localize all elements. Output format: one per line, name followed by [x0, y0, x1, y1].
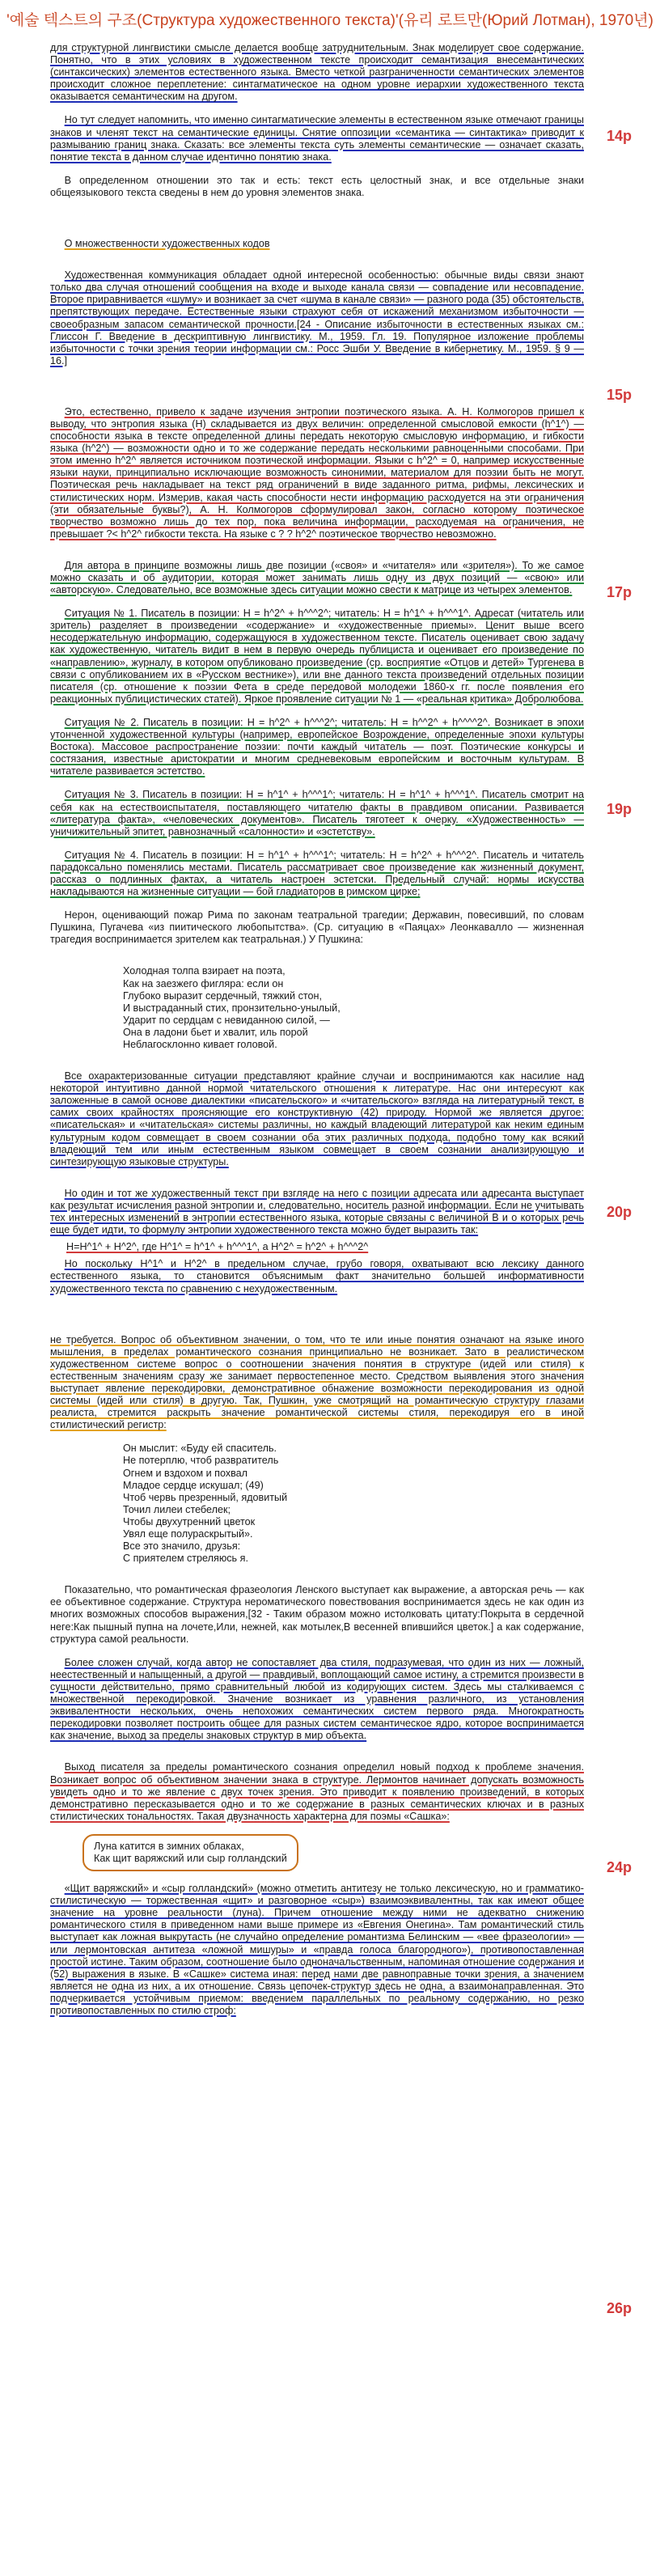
paragraph-communication — [50, 269, 584, 367]
text-recoding: Более сложен случай, когда автор не сопоставляет два стиля, подразумевая, что один из них — ложный, неестественный и напыщенный, а другой — правдивый, воплощающий самое истину, а стремится произвести в сущности действительно, прямо сравнительный любой из кодирующих систем. Здесь мы сталкиваемся с множественной перекодировкой. Значение возникает из уравнения различного, из установления эквивалентности нескольких, очень непохожих семантических систем первого ряда. Многократность перекодировки позволяет построить общее для разных систем семантическое ядро, которое воспринимается как значение, выход за пределы знаковых структур в мир объекта. — [50, 1656, 584, 1742]
text-situation-3: Ситуация № 3. Писатель в позиции: Н = h^1^ + h^^^1^; читатель: Н = h^1^ + h^^^1^. Писатель смотрит на себя как на естествоиспытателя, поставляющего читателю факты в правдивом описании. Развивается «литература факта», «человеческих документов». Писатель тяготеет к очерку. «Художественность» — уничижительный эпитет, равнозначный «салонности» и «эстетству». — [50, 789, 584, 837]
paragraph-situations-summary — [50, 1070, 584, 1168]
paragraph-recoding — [50, 1657, 584, 1743]
paragraph-informativeness — [50, 1258, 584, 1294]
text-situation-2: Ситуация № 2. Писатель в позиции: Н = h^2^ + h^^^2^; читатель: Н = h^^2^ + h^^^^2^. Возникает в эпохи утонченной художественной культуры (например, европейское Возрождение, определенные эпохи культуры Востока). Массовое распространение поэзии: почти каждый читатель — поэт. Поэтические конкурсы и состязания, известные аристократии и многим средневековым европейским и восточным культурам. В читателе развивается эстетство. — [50, 716, 584, 777]
poem-pushkin-crowd — [123, 965, 584, 1051]
poem-line: Все это значило, друзья: — [123, 1540, 241, 1553]
section-heading-codes — [50, 238, 584, 250]
poem-line: Как на заезжего фигляра: если он — [123, 977, 284, 989]
paragraph-situation-4 — [50, 849, 584, 898]
paragraph-intro-2 — [50, 114, 584, 163]
text-addressee: Но один и тот же художественный текст при взгляде на него с позиции адресата или адресанта выступает как результат исчисления разной энтропии и, следовательно, носитель разной информации. Если не учитывать тех интересных изменений в энтропии естественного языка, которые связаны с величиной В и о которых речь еще будет идти, то формулу энтропии художественного текста можно будет выразить так: — [50, 1187, 584, 1236]
poem-line: Холодная толпа взирает на поэта, — [123, 965, 286, 977]
page-mark-15: 15p — [607, 387, 632, 403]
page-title: '예술 텍스트의 구조(Структура художественного текста)'(유리 로트만(Юрий Лотман), 1970년) — [6, 12, 654, 29]
formula-text: Н=Н^1^ + Н^2^, где Н^1^ = h^1^ + h^^^1^, а Н^2^ = h^2^ + h^^^2^ — [66, 1241, 369, 1253]
page-mark-20: 20p — [607, 1204, 632, 1220]
poem-line: Точил лилеи стебелек; — [123, 1503, 231, 1515]
poem-line: Чтоб червь презренный, ядовитый — [123, 1491, 288, 1503]
entropy-formula — [66, 1241, 584, 1253]
poem-line: Младое сердце искушал; (49) — [123, 1479, 264, 1491]
heading-text: О множественности художественных кодов — [64, 238, 270, 250]
page-mark-19: 19p — [607, 801, 632, 817]
text-shield-cheese: «Щит варяжский» и «сыр голландский» (можно отметить антитезу не только лексическую, но и грамматико-стилистическую — торжественная «щит» и разговорное «сыр») взаимоэквивалентны, так как имеют общее значение на уровне реальности (луна). Причем отношение между ними не адекватно снижению романтического стиля в приведенном нами выше примере из «Евгения Онегина». Там романтический стиль выступает как ложная выкрутасть (не случайно определение романтизма Белинским — «вее фразеологии» — или лермонтовская антитеза «ложной мишуры» и «правда голоса благородного»), противопоставленная простой истине. Таким образом, соотношение было одноначальственным, напоминая отношение содержания и (52) выражения в языке. В «Сашке» система иная: перед нами две равноправные точки зрения, а значением является не одна из них, а их отношение. Связь цепочек-структур здесь не одна, а взаимонаправленная. Это подчеркивается устойчивым приемом: введением параллельных по реальному содержанию, но резко противопоставленных по стилю строф: — [50, 1883, 584, 2016]
poem-line: Она в ладони бьет и хвалит, иль порой — [123, 1026, 308, 1038]
poem-line: Он мыслит: «Буду ей спаситель. — [123, 1443, 277, 1455]
text-communication: Художественная коммуникация обладает одной интересной особенностью: обычные виды связи знают только два случая отношений сообщения на входе и выходе канала связи — совпадение или несовпадение. Второе приравнивается «шуму» и возникает за счет «шума в канале связи» — разного рода (35) обстоятельств, препятствующих передаче. Естественные языки страхуют себя от искажений механизмом избыточности — своеобразным запасом семантической прочности.[24 - Описание избыточности в естественных языках см.: Глисcон Г. Введение в дескриптивную лингвистику. М., 1959. Гл. 19. Популярное изложение проблемы избыточности с точки зрения теории информации см.: Росс Эшби У. Введение в кибернетику. М., 1959. § 9 — 16.] — [50, 269, 584, 366]
text-romantic: не требуется. Вопрос об объективном значении, о том, что те или иные понятия означают на языке иного мышления, в пределах романтического сознания принципиально не возникает. Зато в реалистическом художественном системе вопрос о соотношении значения понятия в структуре (идей или стиля) к естественным значениям сразу же занимает первостепенное место. Средством выявления этого значения выступает явление перекодировки, демонстративное обнажение возможности перекодирования из одной системы (идей или стиля) в другую. Так, Пушкин, уже смотрящий на романтическую структуру глазами реалиста, стремится раскрыть значение романтической системы стиля, перекодируя его в иной стилистический регистр: — [50, 1333, 584, 1431]
document-body — [50, 42, 584, 2017]
poem-line: С приятелем стреляюсь я. — [123, 1553, 248, 1565]
paragraph-situation-1 — [50, 608, 584, 705]
text-intro-2: Но тут следует напомнить, что именно синтагматические элементы в естественном языке отмечают границы знаков и членят текст на семантические единицы. Снятие оппозиции «семантика — синтактика» приводит к размыванию границ знака. Сказать: все элементы текста суть элементы семантические — означает сказать, понятие текста в данном случае идентично понятию знака. — [50, 114, 584, 163]
paragraph-addressee — [50, 1188, 584, 1236]
paragraph-shield-cheese — [50, 1883, 584, 2017]
poem-line: Чтобы двухутренний цветок — [123, 1515, 256, 1527]
poem-lensky — [123, 1443, 584, 1565]
paragraph-positions — [50, 560, 584, 596]
poem-line: Увял еще полураскрытый». — [123, 1528, 253, 1540]
paragraph-intro-1 — [50, 42, 584, 103]
poem-line: И выстраданный стих, пронзительно-унылый, — [123, 1002, 341, 1014]
poem-line: Неблагосклонно кивает головой. — [123, 1039, 277, 1050]
poem-line: Огнем и вздохом и похвал — [123, 1467, 248, 1479]
poem-line: Глубоко выразит сердечный, тяжкий стон, — [123, 989, 322, 1002]
poem-line: Не потерплю, чтоб развратитель — [123, 1455, 279, 1467]
text-situations-summary: Все охарактеризованные ситуации представляют крайние случаи и воспринимаются как насилие над некоторой интуитивно данной нормой читательского отношения к литературе. Нас они интересуют как заложенные в самой основе диалектики «писательского» и «читательского» взгляда на литературный текст, в самих своих крайностях проясняющие его конструктивную (42) природу. Нормой же является другое: «писательская» и «читательская» системы различны, но каждый владеющий литературой как неким единым культурным кодом совмещает в своем сознании оба этих различных подхода, подобно тому как всякий владеющий тем или иным естественным языком совмещает в своем сознании анализирующую и синтезирующую языковые структуры. — [50, 1070, 584, 1167]
poem-line: Луна катится в зимних облаках, — [94, 1840, 244, 1852]
text-situation-1: Ситуация № 1. Писатель в позиции: Н = h^2^ + h^^^2^; читатель: Н = h^1^ + h^^^1^. Адресат (читатель или зритель) разделяет в произведении «содержание» и «художественные приемы». Ценит выше всего несодержательную информацию, содержащуюся в художественном тексте. Писатель оценивает свою задачу как художественную, читатель видит в нем в первую очередь публициста и оценивает его произведение по «направлению», журналу, в котором опубликовано произведение (ср. восприятие «Отцов и детей» Тургенева в связи с опубликованием их в «Русском вестнике»), или вне данного текста произведений отдельных позиции писателя (ср. отношение к поэзии Фета в среде передовой молодежи 1860-х гг. после появления его реакционных публицистических статей). Яркое проявление ситуации № 1 — «реальная критика» Добролюбова. — [50, 608, 584, 705]
paragraph-phraseology: Показательно, что романтическая фразеология Ленского выступает как выражение, а авторская речь — как ее объективное содержание. Структура нероматического повествования воспринимается здесь не как один из многих возможных способов выражения,[32 - Таким образом можно истолковать цитату:Покрыта в сердечной негe:Как пышный пупна на лочете,Или, нежней, как мотылек,В весенней впившийся цветок.] а как содержание, структура самой реальности. — [50, 1584, 584, 1645]
page-mark-14: 14p — [607, 128, 632, 144]
paragraph-entropy — [50, 406, 584, 540]
paragraph-situation-2 — [50, 717, 584, 777]
paragraph-situation-3 — [50, 789, 584, 837]
text-lermontov: Выход писателя за пределы романтического сознания определил новый подход к проблеме значения. Возникает вопрос об объективном значении знака в структуре. Лермонтов начинает допускать возможность увидеть одно и то же явление с двух точек зрения. Это приводит к появлению произведений, в которых демонстративно пересказывается одно и то же содержание в разных семантических ключах и в разных стилистических тональностях. Такая двузначность характерна для поэмы «Сашка»: — [50, 1761, 584, 1822]
paragraph-romantic — [50, 1334, 584, 1432]
paragraph-nero: Нерон, оценивающий пожар Рима по законам театральной трагедии; Державин, повесивший, по словам Пушкина, Пугачева «из пиитического любопытства». (Ср. ситуацию в «Паяцах» Леонкавалло — жизненная трагедия воспринимается зрителем как театральная.) У Пушкина: — [50, 909, 584, 946]
text-intro-1: для структурной лингвистики смысле делается вообще затруднительным. Знак моделирует свое содержание. Понятно, что в этих условиях в художественном тексте происходит семантизация внесемантических (синтаксических) элементов естественного языка. Вместо четкой разграниченности семантических элементов происходит сложное переплетение: синтагматическое на одном уровне иерархии художественного текста оказывается семантическим на другом. — [50, 42, 584, 103]
poem-sashka-box — [82, 1834, 298, 1871]
text-informativeness: Но поскольку Н^1^ и Н^2^ в предельном случае, грубо говоря, охватывают всю лексику данного естественного языка, то становится объяснимым факт значительно большей информативности художественного текста по сравнению с нехудожественным. — [50, 1258, 584, 1294]
page-mark-24: 24p — [607, 1859, 632, 1875]
paragraph-lermontov — [50, 1761, 584, 1822]
page-mark-17: 17p — [607, 584, 632, 600]
page-mark-26: 26p — [607, 2300, 632, 2316]
text-entropy: Это, естественно, привело к задаче изучения энтропии поэтического языка. А. Н. Колмогоров пришел к выводу, что энтропия языка (Н) складывается из двух величин: определенной смысловой емкости (h^1^) — способности языка в тексте определенной длины передать некоторую смысловую информацию, и гибкости языка (h^2^) — возможности одно и то же содержание передать несколькими равноценными способами. При этом именно h^2^ является источником поэтической информации. Языки с h^2^ = 0, например искусственные языки науки, принципиально исключающие возможность синонимии, материалом для поэзии быть не могут. Поэтическая речь накладывает на текст ряд ограничений в виде заданного ритма, рифмы, лексических и стилистических норм. Измерив, какая часть способности нести информацию расходуется на эти ограничения (эти обязательные буквы?), А. Н. Колмогоров сформулировал закон, согласно которому поэтическое творчество возможно лишь до тех пор, пока величина информации, расходуемая на ограничения, не превышает ?< h^2^ гибкости текста. На языке с ? ? h^2^ поэтическое творчество невозможно. — [50, 405, 584, 540]
paragraph-intro-3: В определенном отношении это так и есть: текст есть целостный знак, и все отдельные знаки общеязыкового текста сведены в нем до уровня элементов знака. — [50, 174, 584, 198]
poem-line: Как щит варяжский или сыр голландский — [94, 1852, 287, 1864]
text-positions: Для автора в принципе возможны лишь две позиции («своя» и «читателя» или «зрителя»). То же самое можно сказать и об аудитории, которая может занимать лишь одну из двух позиций — «свою» или «авторскую». Следовательно, все возможные здесь ситуации можно свести к матрице из четырех элементов. — [50, 559, 584, 596]
text-situation-4: Ситуация № 4. Писатель в позиции: Н = h^1^ + h^^^1^; читатель: Н = h^2^ + h^^^2^. Писатель и читатель парадоксально поменялись местами. Писатель рассматривает свое произведение как жизненный документ, рассказ о подлинных фактах, а читатель настроен эстетски. Предельный случай: нормы искусства накладываются на жизненные ситуации — бой гладиаторов в римском цирке; — [50, 849, 584, 898]
poem-line: Ударит по сердцам с невиданною силой, — — [123, 1014, 330, 1026]
